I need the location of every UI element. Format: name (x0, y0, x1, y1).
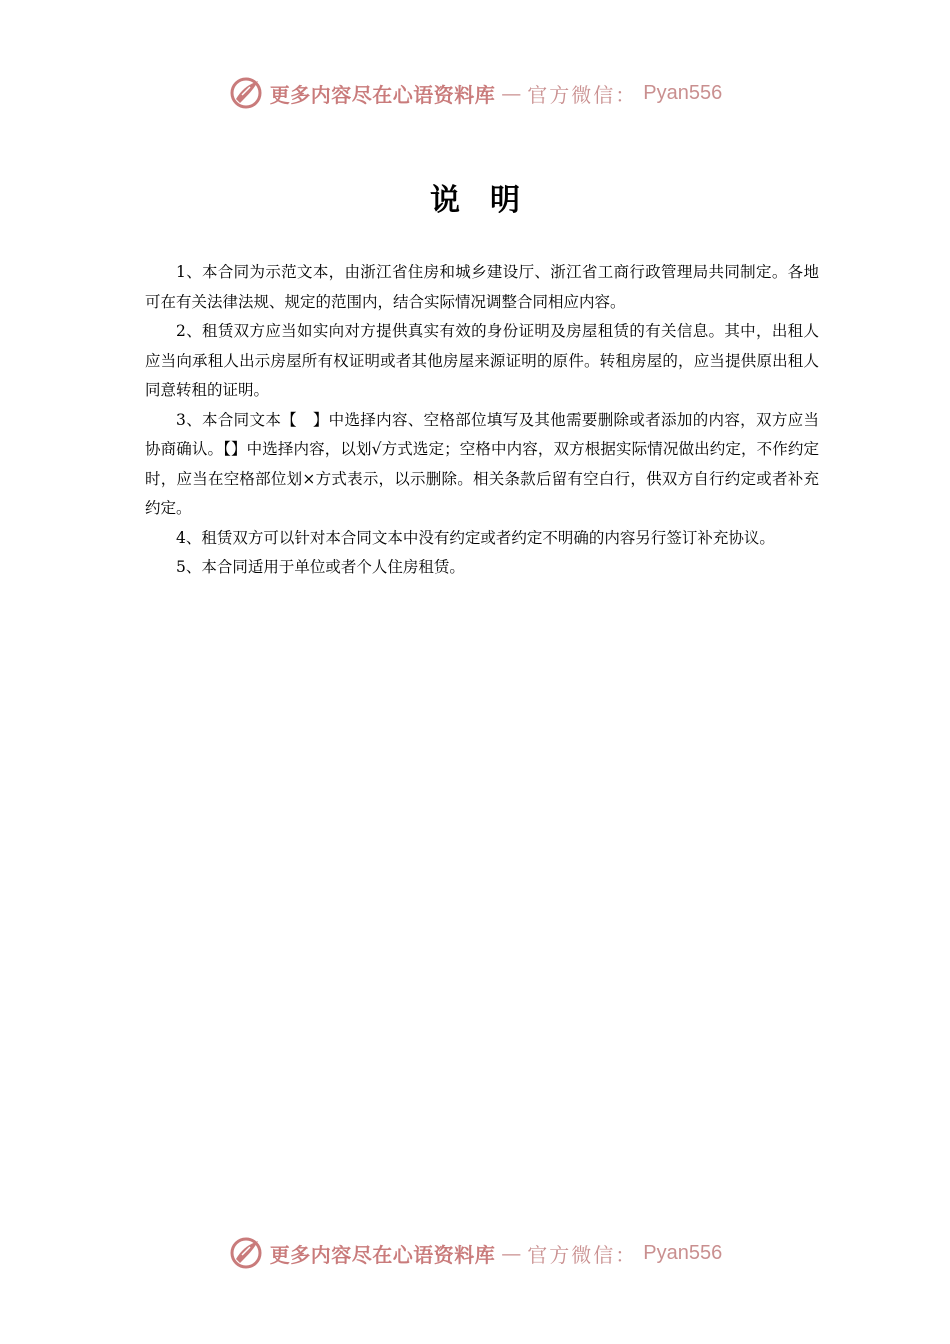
paragraph-1: 1、本合同为示范文本，由浙江省住房和城乡建设厅、浙江省工商行政管理局共同制定。各地可在有关法律法规、规定的范围内，结合实际情况调整合同相应内容。 (145, 263, 819, 311)
document-body (145, 258, 819, 583)
banner-dash: — (501, 81, 522, 105)
banner-main-text: 更多内容尽在心语资料库 (269, 82, 496, 107)
banner-wechat-id: Pyan556 (643, 81, 723, 104)
banner-wechat-id: Pyan556 (643, 1241, 723, 1264)
banner-dash: — (501, 1241, 522, 1265)
banner-sub-text: 官方微信： (527, 1242, 638, 1267)
logo-icon (228, 1235, 264, 1271)
page-title: 说明 (430, 183, 550, 218)
header-banner (0, 71, 950, 115)
footer-banner (0, 1231, 950, 1275)
banner-sub-text: 官方微信： (527, 82, 638, 107)
paragraph-5: 5、本合同适用于单位或者个人住房租赁。 (176, 558, 465, 576)
banner-main-text: 更多内容尽在心语资料库 (269, 1242, 496, 1267)
paragraph-3: 3、本合同文本【 】中选择内容、空格部位填写及其他需要删除或者添加的内容，双方应当协商确认。【】中选择内容，以划√方式选定；空格中内容，双方根据实际情况做出约定，不作约定时，应当在空格部位划×方式表示，以示删除。相关条款后留有空白行，供双方自行约定或者补充约定。 (145, 410, 819, 517)
paragraph-4: 4、租赁双方可以针对本合同文本中没有约定或者约定不明确的内容另行签订补充协议。 (176, 528, 775, 547)
logo-icon (228, 75, 264, 111)
paragraph-2: 2、租赁双方应当如实向对方提供真实有效的身份证明及房屋租赁的有关信息。其中，出租人应当向承租人出示房屋所有权证明或者其他房屋来源证明的原件。转租房屋的，应当提供原出租人同意转租的证明。 (145, 322, 819, 399)
